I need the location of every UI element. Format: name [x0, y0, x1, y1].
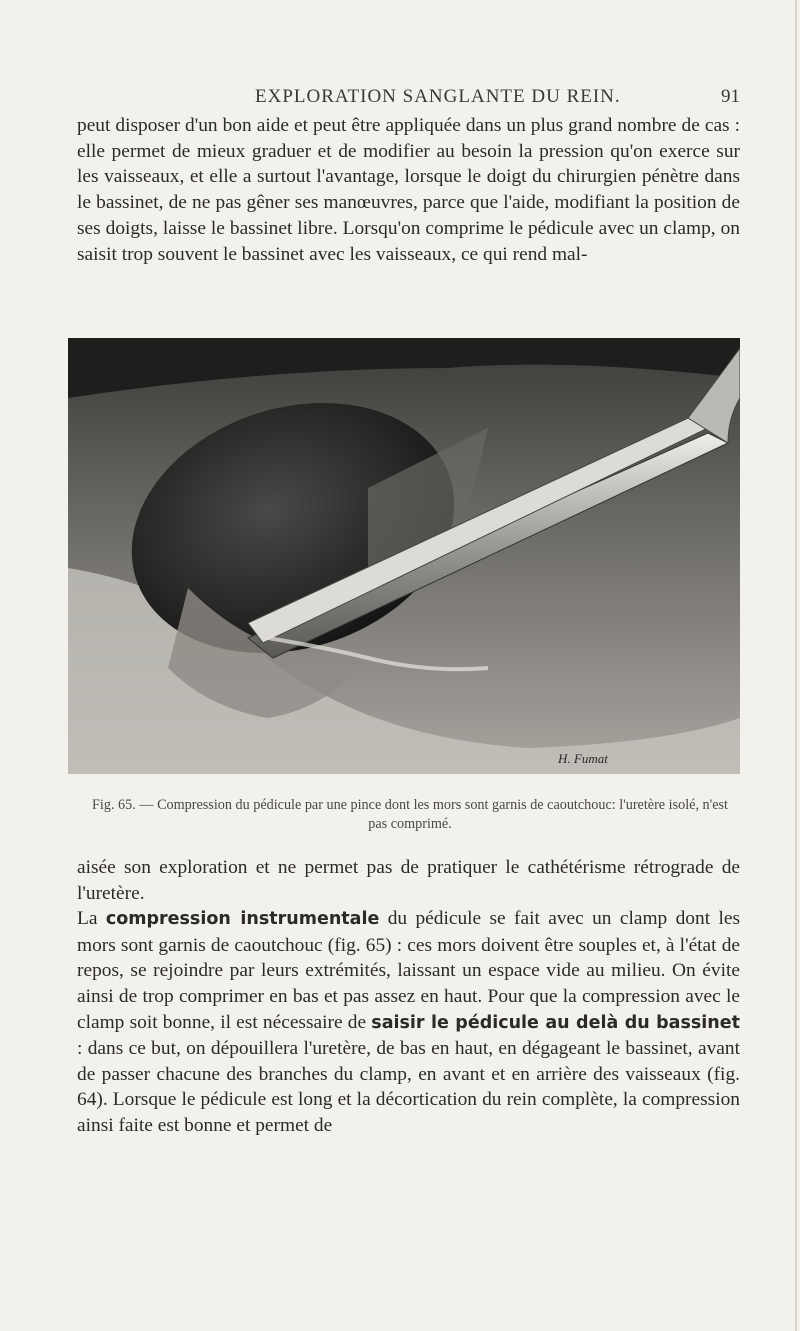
paragraph-bottom — [77, 855, 740, 1139]
figure-kidney-clamp — [68, 338, 740, 774]
running-header: EXPLORATION SANGLANTE DU REIN. — [255, 86, 621, 107]
paragraph-continuation: aisée son exploration et ne permet pas de pratiquer le cathétérisme rétrograde de l'uretère. — [77, 857, 740, 904]
paragraph-top: peut disposer d'un bon aide et peut être appliquée dans un plus grand nombre de cas : elle permet de mieux graduer et de modifier au besoin la pression qu'on exerce sur les vaisseaux, et elle a surtout l'avantage, lorsque le doigt du chirurgien pénètre dans le bassinet, de ne pas gêner ses manœuvres, parce que l'aide, modifiant la position de ses doigts, laisse le bassinet libre. Lorsqu'on comprime le pédicule avec un clamp, on saisit trop souvent le bassinet avec les vaisseaux, ce qui rend mal- — [77, 115, 740, 265]
paragraph-end: : dans ce but, on dépouillera l'uretère, de bas en haut, en dégageant le bassinet, avant de passer chacune des branches du clamp, en avant et en arrière des vaisseaux (fig. 64). Lorsque le pédicule est long et la décortication du rein complète, la compression ainsi faite est bonne et permet de — [77, 1038, 740, 1136]
page-edge — [795, 0, 797, 1331]
bold-term-compression: compression instrumentale — [105, 909, 380, 930]
figure-caption: Fig. 65. — Compression du pédicule par une pince dont les mors sont garnis de caoutchouc: l'uretère isolé, n'est pas comprimé. — [92, 797, 728, 832]
paragraph-start: La — [77, 908, 106, 930]
kidney-clamp-illustration — [68, 338, 740, 774]
artist-signature: H. Fumat — [558, 751, 608, 766]
page-number: 91 — [721, 86, 740, 107]
paragraph-middle: du pédicule se fait avec un clamp dont les mors sont garnis de caoutchouc (fig. 65) : ces mors doivent être souples et, à l'état de repos, se rejoindre par leurs extrémités, laissant un espace vide au milieu. On évite ainsi de trop comprimer en bas et pas assez en haut. Pour que la compression avec le clamp soit bonne, il est nécessaire de — [77, 908, 740, 1033]
bold-term-saisir: saisir le pédicule au delà du bassinet — [371, 1012, 740, 1033]
